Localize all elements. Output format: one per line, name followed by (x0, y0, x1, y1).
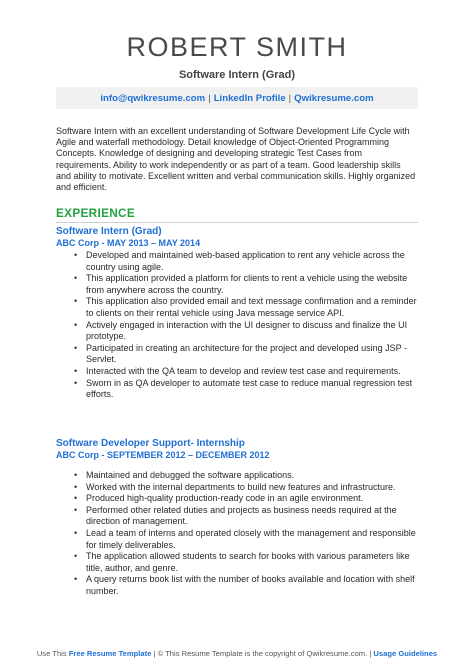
contact-separator: | (288, 92, 292, 104)
list-item: • Performed other related duties and projects as business needs required at the direction of management. (56, 505, 418, 528)
list-item: • Worked with the internal departments to build new features and infrastructure. (56, 482, 418, 494)
linkedin-link[interactable]: LinkedIn Profile (213, 92, 286, 104)
footer-use-this: Use This (36, 649, 67, 658)
dash: - (99, 238, 107, 248)
job-company-dates (56, 238, 418, 249)
contact-separator: | (208, 92, 211, 104)
company-name: ABC Corp (56, 238, 99, 248)
company-name: ABC Corp (56, 450, 99, 460)
job-title-headline: Software Intern (Grad) (178, 69, 296, 81)
usage-guidelines-link[interactable]: Usage Guidelines (373, 649, 438, 658)
experience-heading: EXPERIENCE (56, 206, 136, 220)
email-link[interactable]: info@qwikresume.com (100, 92, 206, 104)
list-item: • Participated in creating an architecture for the project and developed using JSP - Servlet. (56, 343, 418, 366)
job-entry-2 (56, 438, 418, 598)
job-bullets (56, 470, 418, 598)
dash: - (99, 450, 107, 460)
list-item: • A query returns book list with the number of books available and location with shelf number. (56, 574, 418, 597)
list-item: • Produced high-quality production-ready code in an agile environment. (56, 493, 418, 505)
list-item: • Lead a team of interns and operated closely with the management and responsible for timely deliverables. (56, 528, 418, 551)
footer-copyright: © This Resume Template is the copyright of Qwikresume.com. (157, 649, 368, 658)
list-item: • This application provided a platform for clients to rent a vehicle using the website from anywhere across the country. (56, 273, 418, 296)
list-item: • Sworn in as QA developer to automate test case to reduce manual regression test efforts. (56, 378, 418, 401)
free-template-link[interactable]: Free Resume Template (68, 649, 152, 658)
list-item: • Maintained and debugged the software applications. (56, 470, 418, 482)
list-item: • Interacted with the QA team to develop and review test case and requirements. (56, 366, 418, 378)
page-footer (0, 649, 474, 658)
footer-separator: | (369, 649, 372, 658)
list-item: • Actively engaged in interaction with the UI designer to discuss and finalize the UI prototype. (56, 320, 418, 343)
candidate-name: ROBERT SMITH (126, 32, 348, 62)
footer-separator: | (153, 649, 156, 658)
job-bullets (56, 250, 418, 401)
job-company-dates (56, 450, 418, 461)
list-item: • The application allowed students to search for books with various parameters like title, author, and genre. (56, 551, 418, 574)
list-item: • This application also provided email and text message confirmation and a reminder to clients on their rental vehicle using Java message service API. (56, 296, 418, 319)
job-title: Software Intern (Grad) (56, 226, 162, 237)
job-dates: MAY 2013 – MAY 2014 (107, 238, 201, 248)
job-title: Software Developer Support- Internship (56, 438, 245, 449)
job-entry-1 (56, 226, 418, 401)
website-link[interactable]: Qwikresume.com (294, 92, 374, 104)
contact-bar (56, 87, 418, 109)
job-dates: SEPTEMBER 2012 – DECEMBER 2012 (107, 450, 270, 460)
professional-summary: Software Intern with an excellent understanding of Software Development Life Cycle with Agile and waterfall methodology. Detail knowledge of Object-Oriented Programming Concepts. Knowledge of designing and developing strategic Test Cases from requirements. Ability to work independently or as part of a team. Good leadership skills and ability to motivate. Excellent written and verbal communication skills. Highly organized and efficient. (56, 126, 416, 193)
list-item: • Developed and maintained web-based application to rent any vehicle across the country using agile. (56, 250, 418, 273)
section-divider (56, 222, 418, 223)
